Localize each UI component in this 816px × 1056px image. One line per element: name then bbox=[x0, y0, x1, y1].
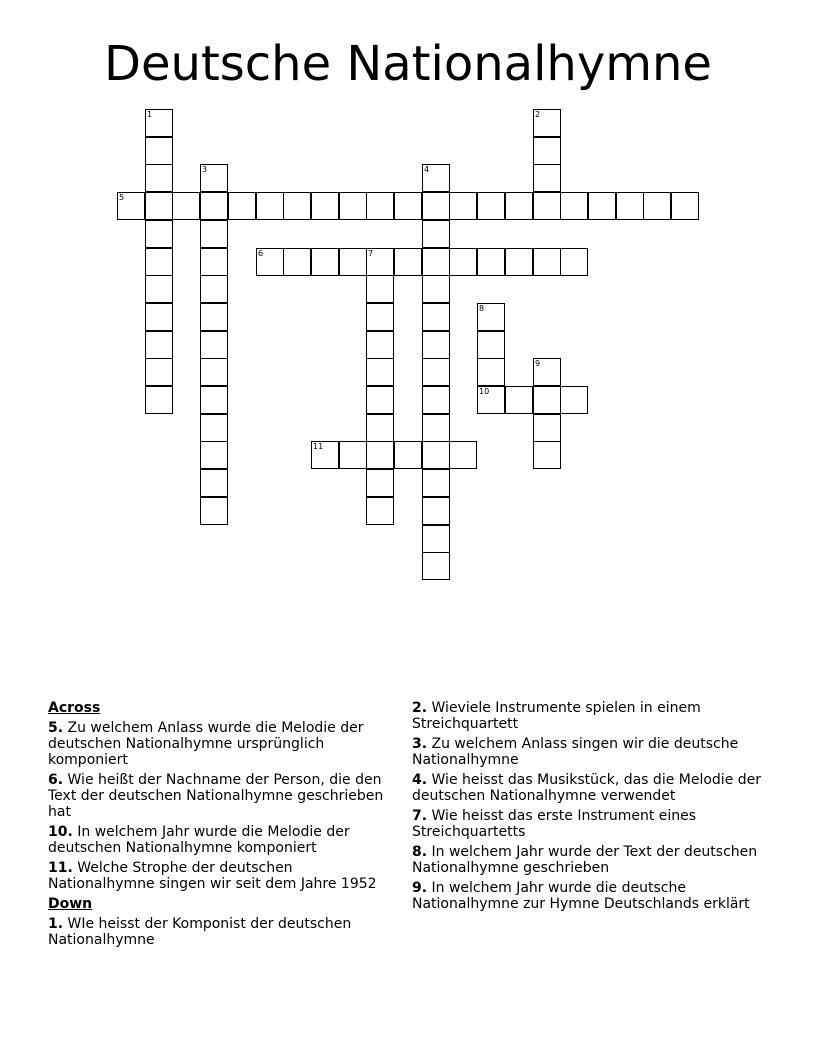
crossword-cell[interactable] bbox=[422, 331, 450, 359]
clue-number: 5. bbox=[48, 720, 64, 736]
clue-text: WIe heisst der Komponist der deutschen Nationalhymne bbox=[48, 916, 352, 948]
crossword-cell[interactable] bbox=[533, 137, 561, 165]
crossword-cell[interactable] bbox=[422, 386, 450, 414]
clue-number: 2. bbox=[412, 700, 428, 716]
crossword-cell[interactable] bbox=[366, 441, 394, 469]
crossword-cell[interactable] bbox=[200, 164, 228, 192]
clue-text: Zu welchem Anlass wurde die Melodie der deutschen Nationalhymne ursprünglich komponiert bbox=[48, 720, 364, 768]
crossword-cell[interactable] bbox=[643, 192, 671, 220]
crossword-cell[interactable] bbox=[145, 358, 173, 386]
clue-item bbox=[48, 860, 403, 892]
clue-number: 8. bbox=[412, 844, 428, 860]
crossword-cell[interactable] bbox=[256, 192, 284, 220]
crossword-cell[interactable] bbox=[560, 386, 588, 414]
crossword-cell[interactable] bbox=[145, 275, 173, 303]
crossword-cell[interactable] bbox=[394, 192, 422, 220]
crossword-cell[interactable] bbox=[505, 192, 533, 220]
clue-text: Zu welchem Anlass singen wir die deutsche Nationalhymne bbox=[412, 736, 739, 768]
crossword-cell[interactable] bbox=[283, 248, 311, 276]
crossword-cell[interactable] bbox=[366, 303, 394, 331]
clue-number: 4. bbox=[412, 772, 428, 788]
clue-item bbox=[412, 880, 782, 912]
crossword-cell[interactable] bbox=[311, 192, 339, 220]
crossword-cell[interactable] bbox=[477, 331, 505, 359]
across-clue-list bbox=[48, 720, 403, 892]
crossword-cell[interactable] bbox=[422, 220, 450, 248]
crossword-cell[interactable] bbox=[422, 192, 450, 220]
crossword-cell[interactable] bbox=[422, 248, 450, 276]
page-title: Deutsche Nationalhymne bbox=[104, 36, 712, 92]
down-heading: Down bbox=[48, 896, 93, 912]
down-clue-list-right bbox=[412, 700, 782, 912]
crossword-cell[interactable] bbox=[145, 331, 173, 359]
crossword-cell[interactable] bbox=[449, 192, 477, 220]
clue-text: In welchem Jahr wurde der Text der deutschen Nationalhymne geschrieben bbox=[412, 844, 758, 876]
crossword-cell[interactable] bbox=[200, 358, 228, 386]
cell-number: 1 bbox=[147, 110, 153, 119]
crossword-cell[interactable] bbox=[422, 164, 450, 192]
clue-number: 11. bbox=[48, 860, 73, 876]
clue-item bbox=[48, 772, 403, 820]
crossword-cell[interactable] bbox=[533, 248, 561, 276]
crossword-cell[interactable] bbox=[339, 441, 367, 469]
cell-number: 8 bbox=[479, 304, 485, 313]
crossword-cell[interactable] bbox=[339, 192, 367, 220]
clue-item bbox=[48, 720, 403, 768]
crossword-cell[interactable] bbox=[145, 164, 173, 192]
crossword-cell[interactable] bbox=[533, 358, 561, 386]
clue-number: 3. bbox=[412, 736, 428, 752]
crossword-cell[interactable] bbox=[533, 441, 561, 469]
crossword-cell[interactable] bbox=[588, 192, 616, 220]
crossword-cell[interactable] bbox=[422, 441, 450, 469]
clue-item bbox=[412, 700, 782, 732]
cell-number: 11 bbox=[313, 442, 324, 451]
clue-item bbox=[48, 916, 403, 948]
crossword-cell[interactable] bbox=[200, 331, 228, 359]
cell-number: 3 bbox=[202, 165, 208, 174]
clue-text: Wie heisst das Musikstück, das die Melodie der deutschen Nationalhymne verwendet bbox=[412, 772, 762, 804]
crossword-cell[interactable] bbox=[283, 192, 311, 220]
crossword-cell[interactable] bbox=[117, 192, 145, 220]
crossword-cell[interactable] bbox=[422, 469, 450, 497]
clue-number: 1. bbox=[48, 916, 64, 932]
crossword-cell[interactable] bbox=[145, 303, 173, 331]
clue-item bbox=[412, 736, 782, 768]
cell-number: 9 bbox=[535, 359, 541, 368]
crossword-cell[interactable] bbox=[311, 248, 339, 276]
crossword-cell[interactable] bbox=[200, 303, 228, 331]
crossword-cell[interactable] bbox=[366, 358, 394, 386]
clue-item bbox=[48, 824, 403, 856]
cell-number: 5 bbox=[119, 193, 125, 202]
crossword-cell[interactable] bbox=[505, 248, 533, 276]
crossword-cell[interactable] bbox=[200, 192, 228, 220]
crossword-cell[interactable] bbox=[449, 248, 477, 276]
crossword-cell[interactable] bbox=[394, 441, 422, 469]
crossword-cell[interactable] bbox=[422, 358, 450, 386]
crossword-cell[interactable] bbox=[200, 275, 228, 303]
crossword-cell[interactable] bbox=[366, 331, 394, 359]
crossword-cell[interactable] bbox=[422, 552, 450, 580]
crossword-cell[interactable] bbox=[422, 497, 450, 525]
cell-number: 4 bbox=[424, 165, 430, 174]
crossword-cell[interactable] bbox=[311, 441, 339, 469]
across-heading: Across bbox=[48, 700, 101, 716]
crossword-cell[interactable] bbox=[228, 192, 256, 220]
crossword-cell[interactable] bbox=[145, 220, 173, 248]
clue-number: 7. bbox=[412, 808, 428, 824]
cell-number: 7 bbox=[368, 249, 374, 258]
crossword-cell[interactable] bbox=[422, 303, 450, 331]
crossword-cell[interactable] bbox=[616, 192, 644, 220]
clue-text: Wie heißt der Nachname der Person, die den Text der deutschen Nationalhymne geschrieben hat bbox=[48, 772, 384, 820]
crossword-cell[interactable] bbox=[477, 303, 505, 331]
crossword-cell[interactable] bbox=[533, 386, 561, 414]
crossword-cell[interactable] bbox=[366, 275, 394, 303]
cell-number: 2 bbox=[535, 110, 541, 119]
crossword-cell[interactable] bbox=[200, 220, 228, 248]
crossword-cell[interactable] bbox=[366, 414, 394, 442]
crossword-cell[interactable] bbox=[145, 386, 173, 414]
crossword-cell[interactable] bbox=[200, 469, 228, 497]
crossword-cell[interactable] bbox=[422, 275, 450, 303]
crossword-cell[interactable] bbox=[533, 164, 561, 192]
crossword-cell[interactable] bbox=[256, 248, 284, 276]
crossword-cell[interactable] bbox=[477, 248, 505, 276]
crossword-cell[interactable] bbox=[477, 192, 505, 220]
clue-text: In welchem Jahr wurde die Melodie der deutschen Nationalhymne komponiert bbox=[48, 824, 350, 856]
crossword-cell[interactable] bbox=[145, 109, 173, 137]
crossword-cell[interactable] bbox=[671, 192, 699, 220]
clue-number: 9. bbox=[412, 880, 428, 896]
crossword-cell[interactable] bbox=[422, 525, 450, 553]
crossword-cell[interactable] bbox=[477, 358, 505, 386]
crossword-cell[interactable] bbox=[172, 192, 200, 220]
crossword-cell[interactable] bbox=[533, 414, 561, 442]
crossword-cell[interactable] bbox=[200, 441, 228, 469]
crossword-cell[interactable] bbox=[200, 248, 228, 276]
clue-item bbox=[412, 844, 782, 876]
crossword-cell[interactable] bbox=[200, 414, 228, 442]
crossword-cell[interactable] bbox=[366, 497, 394, 525]
crossword-cell[interactable] bbox=[339, 248, 367, 276]
clue-text: In welchem Jahr wurde die deutsche Nationalhymne zur Hymne Deutschlands erklärt bbox=[412, 880, 750, 912]
clue-item bbox=[412, 808, 782, 840]
crossword-cell[interactable] bbox=[533, 109, 561, 137]
clue-text: Wieviele Instrumente spielen in einem Streichquartett bbox=[412, 700, 701, 732]
clue-number: 10. bbox=[48, 824, 73, 840]
crossword-cell[interactable] bbox=[366, 386, 394, 414]
clue-number: 6. bbox=[48, 772, 64, 788]
clue-text: Welche Strophe der deutschen Nationalhymne singen wir seit dem Jahre 1952 bbox=[48, 860, 377, 892]
cell-number: 6 bbox=[258, 249, 264, 258]
crossword-cell[interactable] bbox=[533, 192, 561, 220]
clue-text: Wie heisst das erste Instrument eines Streichquartetts bbox=[412, 808, 697, 840]
crossword-cell[interactable] bbox=[449, 441, 477, 469]
cell-number: 10 bbox=[479, 387, 490, 396]
crossword-cell[interactable] bbox=[200, 497, 228, 525]
clues-column-right bbox=[412, 700, 782, 916]
crossword-cell[interactable] bbox=[560, 248, 588, 276]
crossword-cell[interactable] bbox=[145, 137, 173, 165]
clues-column-left bbox=[48, 700, 403, 952]
crossword-cell[interactable] bbox=[145, 192, 173, 220]
crossword-cell[interactable] bbox=[560, 192, 588, 220]
crossword-cell[interactable] bbox=[200, 386, 228, 414]
crossword-cell[interactable] bbox=[366, 192, 394, 220]
clue-item bbox=[412, 772, 782, 804]
crossword-cell[interactable] bbox=[505, 386, 533, 414]
crossword-cell[interactable] bbox=[366, 469, 394, 497]
crossword-cell[interactable] bbox=[366, 248, 394, 276]
down-clue-list-left bbox=[48, 916, 403, 948]
crossword-cell[interactable] bbox=[145, 248, 173, 276]
crossword-cell[interactable] bbox=[422, 414, 450, 442]
crossword-cell[interactable] bbox=[477, 386, 505, 414]
crossword-cell[interactable] bbox=[394, 248, 422, 276]
